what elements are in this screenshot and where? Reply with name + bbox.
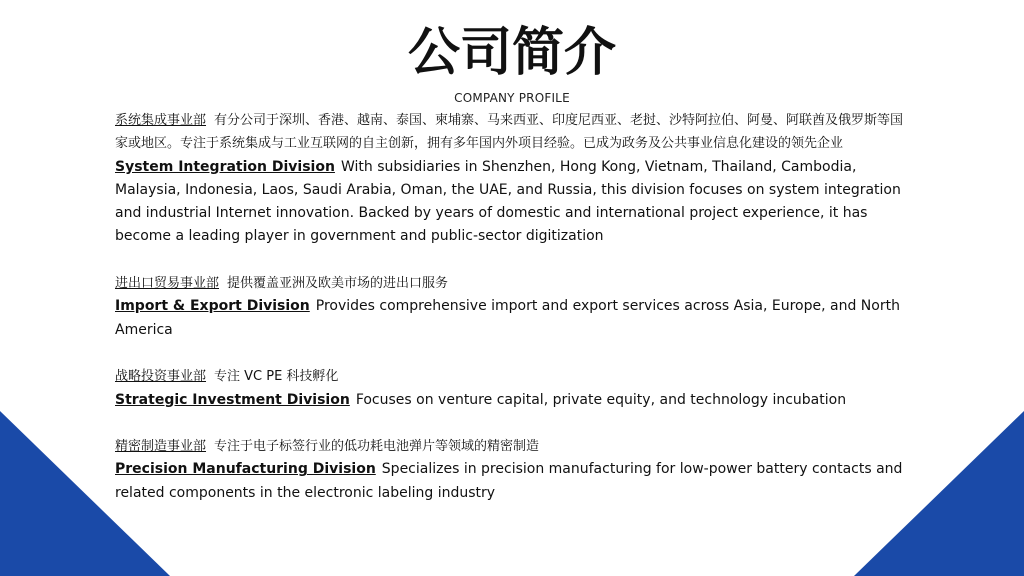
en-division-text: Specializes in precision manufacturing for low-power battery contacts and related components in the electronic labeling industry bbox=[115, 461, 903, 501]
zh-paragraph bbox=[115, 272, 915, 295]
page-subtitle: COMPANY PROFILE bbox=[454, 91, 570, 105]
zh-paragraph bbox=[115, 365, 915, 388]
en-division-heading: System Integration Division bbox=[115, 158, 335, 175]
en-paragraph bbox=[115, 156, 915, 249]
zh-division-text: 专注于电子标签行业的低功耗电池弹片等领域的精密制造 bbox=[214, 439, 540, 455]
zh-division-heading: 战略投资事业部 bbox=[115, 369, 207, 385]
zh-division-text: 提供覆盖亚洲及欧美市场的进出口服务 bbox=[227, 276, 449, 292]
page-title: 公司简介 bbox=[407, 23, 616, 83]
zh-division-text: 有分公司于深圳、香港、越南、泰国、柬埔寨、马来西亚、印度尼西亚、老挝、沙特阿拉伯、阿曼、阿联酋及俄罗斯等国家或地区。专注于系统集成与工业互联网的自主创新，拥有多年国内外项目经验。已成为政务及公共事业信息化建设的领先企业 bbox=[115, 113, 904, 152]
en-division-text: With subsidiaries in Shenzhen, Hong Kong, Vietnam, Thailand, Cambodia, Malaysia, Indonesia, Laos, Saudi Arabia, Oman, the UAE, and Russia, this division focuses on system integration and industrial Internet innovation. Backed by years of domestic and international project experience, it has become a leading player in government and public-sector digitization bbox=[115, 158, 901, 245]
en-paragraph bbox=[115, 458, 915, 505]
zh-division-heading: 系统集成事业部 bbox=[115, 113, 207, 128]
en-paragraph bbox=[115, 389, 915, 412]
division-section bbox=[115, 365, 915, 412]
zh-division-text: 专注 VC PE 科技孵化 bbox=[214, 369, 339, 385]
division-section bbox=[115, 109, 915, 249]
zh-division-heading: 精密制造事业部 bbox=[115, 439, 207, 455]
zh-paragraph bbox=[115, 109, 915, 156]
en-paragraph bbox=[115, 295, 915, 342]
division-section bbox=[115, 435, 915, 505]
en-division-text: Focuses on venture capital, private equity, and technology incubation bbox=[355, 391, 847, 408]
zh-paragraph bbox=[115, 435, 915, 458]
profile-content bbox=[115, 109, 915, 505]
division-section bbox=[115, 272, 915, 342]
en-division-heading: Precision Manufacturing Division bbox=[115, 461, 376, 478]
en-division-heading: Import & Export Division bbox=[115, 298, 310, 315]
en-division-text: Provides comprehensive import and export services across Asia, Europe, and North America bbox=[115, 298, 900, 338]
zh-division-heading: 进出口贸易事业部 bbox=[115, 276, 220, 292]
en-division-heading: Strategic Investment Division bbox=[115, 391, 350, 408]
